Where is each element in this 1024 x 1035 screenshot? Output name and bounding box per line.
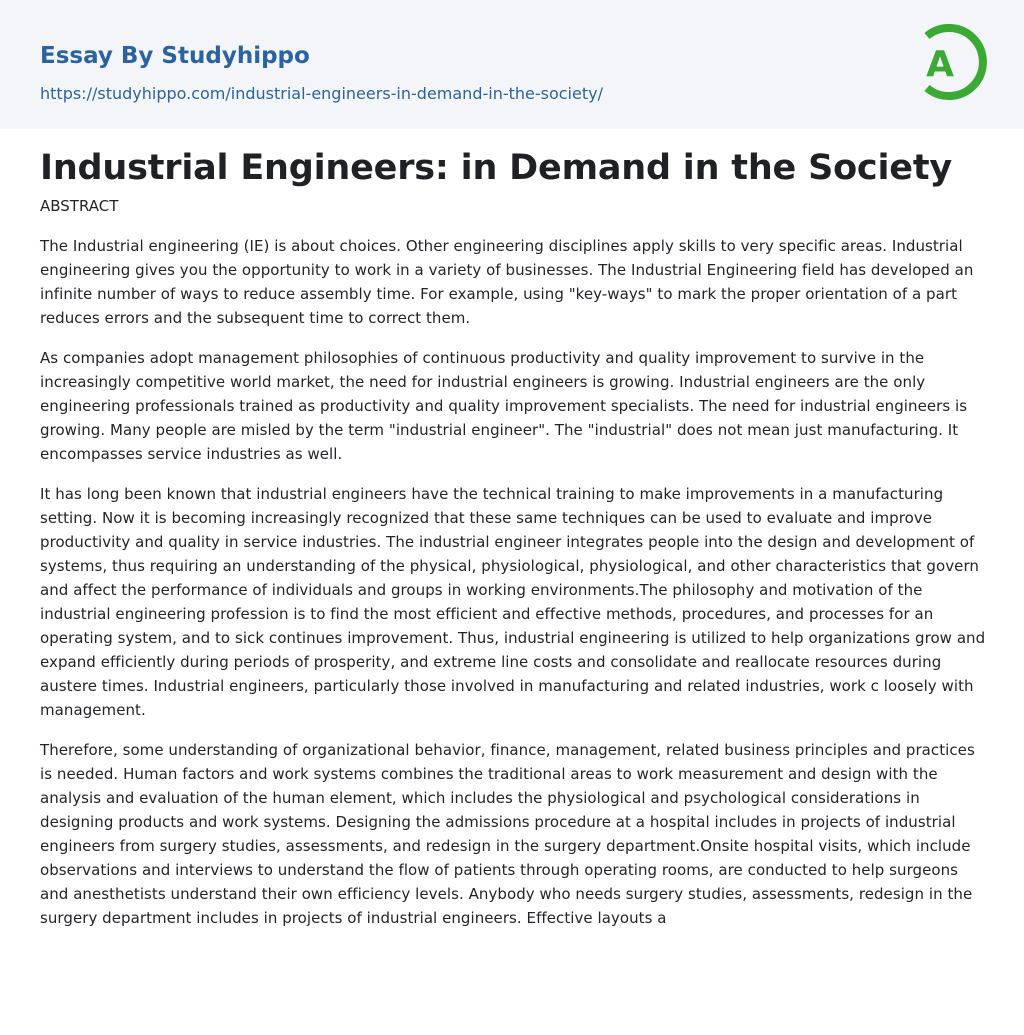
site-brand[interactable]: Essay By Studyhippo: [40, 43, 310, 69]
page-title: Industrial Engineers: in Demand in the Society: [40, 148, 952, 188]
paragraph: As companies adopt management philosophies of continuous productivity and quality improvement to survive in the increasingly competitive world market, the need for industrial engineers is growing. Industrial engineers are the only engineering professionals trained as productivity and quality improvement specialists. The need for industrial engineers is growing. Many people are misled by the term "industrial engineer". The "industrial" does not mean just manufacturing. It encompasses service industries as well.: [40, 349, 968, 463]
studyhippo-logo-icon[interactable]: [912, 19, 988, 105]
paragraph: Therefore, some understanding of organizational behavior, finance, management, related business principles and practices is needed. Human factors and work systems combines the traditional areas to work measurement and design with the analysis and evaluation of the human element, which includes the physiological and psychological considerations in designing products and work systems. Designing the admissions procedure at a hospital includes in projects of industrial engineers from surgery studies, assessments, and redesign in the surgery department.Onsite hospital visits, which include observations and interviews to understand the flow of patients through operating rooms, are conducted to help surgeons and anesthetists understand their own efficiency levels. Anybody who needs surgery studies, assessments, redesign in the surgery department includes in projects of industrial engineers. Effective layouts a: [40, 741, 975, 927]
site-header: [0, 0, 1024, 129]
paragraph: It has long been known that industrial engineers have the technical training to make improvements in a manufacturing setting. Now it is becoming increasingly recognized that these same techniques can be used to evaluate and improve productivity and quality in service industries. The industrial engineer integrates people into the design and development of systems, thus requiring an understanding of the physical, physiological, physiological, and other characteristics that govern and affect the performance of individuals and groups in working environments.The philosophy and motivation of the industrial engineering profession is to find the most efficient and effective methods, procedures, and processes for an operating system, and to sick continues improvement. Thus, industrial engineering is utilized to help organizations grow and expand efficiently during periods of prosperity, and extreme line costs and consolidate and reallocate resources during austere times. Industrial engineers, particularly those involved in manufacturing and related industries, work c loosely with management.: [40, 485, 986, 719]
paragraph: The Industrial engineering (IE) is about choices. Other engineering disciplines apply skills to very specific areas. Industrial engineering gives you the opportunity to work in a variety of businesses. The Industrial Engineering field has developed an infinite number of ways to reduce assembly time. For example, using "key-ways" to mark the proper orientation of a part reduces errors and the subsequent time to correct them.: [40, 237, 974, 327]
logo-letter: A: [926, 44, 954, 85]
section-label: ABSTRACT: [40, 197, 119, 215]
source-url-link[interactable]: https://studyhippo.com/industrial-engineers-in-demand-in-the-society/: [40, 84, 603, 103]
essay-body: [40, 234, 988, 946]
